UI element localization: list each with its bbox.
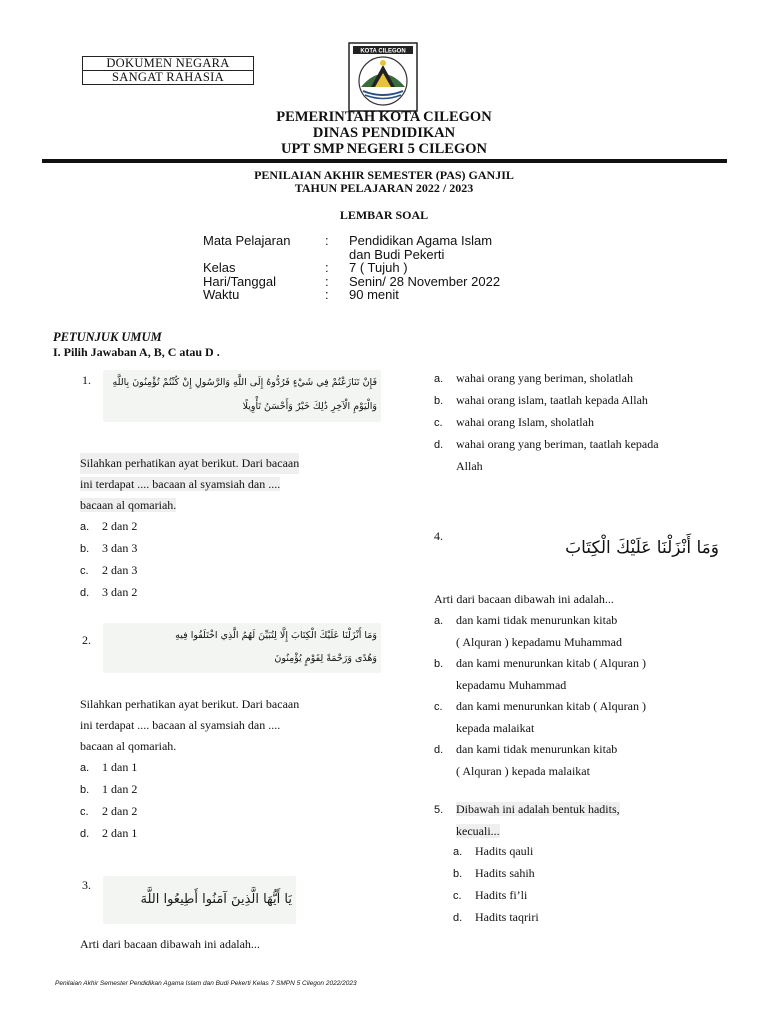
question-1-options: [80, 516, 137, 604]
info-value-line-1: Pendidikan Agama Islam: [349, 233, 493, 248]
info-value: 90 menit: [349, 287, 399, 302]
header-divider: [42, 159, 727, 163]
exam-title: PENILAIAN AKHIR SEMESTER (PAS) GANJIL: [254, 168, 514, 182]
header-line-1: PEMERINTAH KOTA CILEGON: [276, 109, 492, 125]
info-key: Mata Pelajaran: [203, 233, 291, 248]
question-3-options: [434, 368, 659, 477]
option-b[interactable]: b. 1 dan 2: [80, 782, 138, 796]
option-c[interactable]: c. dan kami menurunkan kitab ( Alquran ) kepada malaikat: [434, 699, 646, 735]
question-4-text: Arti dari bacaan dibawah ini adalah...: [434, 592, 614, 606]
question-2-verse: [103, 623, 381, 673]
exam-year: TAHUN PELAJARAN 2022 / 2023: [294, 181, 474, 195]
option-c[interactable]: c. wahai orang Islam, sholatlah: [434, 415, 594, 429]
question-1-number: 1.: [82, 373, 91, 387]
info-value: 7 ( Tujuh ): [349, 260, 408, 275]
info-key: Kelas: [203, 260, 236, 275]
question-text-line: Silahkan perhatikan ayat berikut. Dari bacaan: [80, 697, 300, 711]
option-b[interactable]: b. Hadits sahih: [453, 866, 535, 880]
info-row-date: [203, 275, 500, 289]
info-key: Waktu: [203, 287, 240, 302]
question-1-text: [80, 453, 299, 516]
question-5-options: [453, 841, 539, 929]
verse-line: وَمَا أَنْزَلْنَا عَلَيْكَ الْكِتَابَ: [565, 538, 719, 558]
info-row-class: [203, 261, 500, 275]
question-text-line: Silahkan perhatikan ayat berikut. Dari bacaan: [80, 453, 299, 474]
question-2-text: [80, 694, 299, 757]
option-b[interactable]: b. dan kami menurunkan kitab ( Alquran ) kepadamu Muhammad: [434, 656, 646, 692]
verse-line: يَا أَيُّهَا الَّذِينَ آمَنُوا أَطِيعُوا اللَّهَ: [140, 892, 292, 907]
option-d[interactable]: d. wahai orang yang beriman, taatlah kepada Allah: [434, 437, 659, 473]
info-colon: :: [325, 273, 329, 289]
info-colon: :: [325, 260, 329, 275]
stamp-line-2: SANGAT RAHASIA: [83, 70, 253, 84]
exam-info: [203, 234, 500, 302]
info-colon: :: [325, 233, 329, 248]
question-4-number: 4.: [434, 529, 443, 543]
option-a[interactable]: a. wahai orang yang beriman, sholatlah: [434, 371, 633, 385]
option-d[interactable]: d. Hadits taqriri: [453, 910, 539, 924]
classification-stamp: [82, 56, 254, 85]
option-b[interactable]: b. 3 dan 3: [80, 541, 138, 555]
question-2-options: [80, 757, 137, 845]
question-3-text: Arti dari bacaan dibawah ini adalah...: [80, 937, 260, 951]
info-colon: :: [325, 287, 329, 302]
verse-line: وَالْيَوْمِ الْآخِرِ ذَٰلِكَ خَيْرٌ وَأَحْسَنُ تَأْوِيلًا: [242, 401, 377, 412]
question-text-line: bacaan al qomariah.: [80, 739, 177, 753]
stamp-line-1: DOKUMEN NEGARA: [106, 56, 230, 70]
option-d[interactable]: d. dan kami tidak menurunkan kitab ( Alquran ) kepada malaikat: [434, 742, 618, 778]
question-1-verse: [103, 370, 381, 422]
question-text-line: bacaan al qomariah.: [80, 498, 177, 512]
svg-text:KOTA CILEGON: KOTA CILEGON: [360, 48, 406, 55]
option-a[interactable]: a. Hadits qauli: [453, 844, 534, 858]
option-c[interactable]: c. 2 dan 3: [80, 563, 138, 577]
question-5: [434, 799, 620, 842]
question-2-number: 2.: [82, 633, 91, 647]
question-text-line: ini terdapat .... bacaan al syamsiah dan ....: [80, 718, 281, 732]
header-line-2: DINAS PENDIDIKAN: [312, 125, 456, 141]
city-logo: [347, 41, 419, 113]
info-row-subject: [203, 234, 500, 261]
option-c[interactable]: c. Hadits fi’li: [453, 888, 528, 902]
info-value: Senin/ 28 November 2022: [349, 273, 501, 289]
sheet-title: LEMBAR SOAL: [339, 208, 429, 222]
question-3-verse: [103, 876, 296, 924]
option-d[interactable]: d. 2 dan 1: [80, 826, 138, 840]
option-a[interactable]: a. 2 dan 2: [80, 519, 138, 533]
verse-line: وَمَا أَنْزَلْنَا عَلَيْكَ الْكِتَابَ إِلَّا لِتُبَيِّنَ لَهُمُ الَّذِي اخْتَلَفُوا فِيهِ: [175, 630, 377, 641]
info-row-time: [203, 288, 500, 302]
question-4-verse: [455, 528, 725, 568]
header-line-3: UPT SMP NEGERI 5 CILEGON: [281, 141, 487, 157]
page-footer: Penilaian Akhir Semester Pendidikan Agama Islam dan Budi Pekerti Kelas 7 SMPN 5 Cilegon 2022/2023: [55, 980, 357, 987]
option-c[interactable]: c. 2 dan 2: [80, 804, 138, 818]
info-value: [349, 234, 500, 261]
info-value-line-2: dan Budi Pekerti: [349, 246, 445, 262]
instruction-text: I. Pilih Jawaban A, B, C atau D .: [53, 345, 220, 359]
info-key: Hari/Tanggal: [203, 273, 276, 289]
option-d[interactable]: d. 3 dan 2: [80, 585, 138, 599]
option-a[interactable]: a. 1 dan 1: [80, 760, 138, 774]
verse-line: وَهُدًى وَرَحْمَةً لِقَوْمٍ يُؤْمِنُونَ: [274, 653, 377, 664]
question-text-line: kecuali...: [456, 824, 500, 838]
option-b[interactable]: b. wahai orang islam, taatlah kepada Allah: [434, 393, 648, 407]
question-text-line: 5. Dibawah ini adalah bentuk hadits,: [434, 802, 620, 816]
verse-line: فَإِنْ تَنَازَعْتُمْ فِي شَيْءٍ فَرُدُّوهُ إِلَى اللَّهِ وَالرَّسُولِ إِنْ كُنْتُمْ تُؤْمِنُونَ بِاللَّهِ: [112, 377, 377, 388]
general-instructions-title: PETUNJUK UMUM: [53, 330, 162, 344]
question-3-number: 3.: [82, 878, 91, 892]
option-a[interactable]: a. dan kami tidak menurunkan kitab ( Alquran ) kepadamu Muhammad: [434, 613, 622, 649]
question-text-line: ini terdapat .... bacaan al syamsiah dan ....: [80, 477, 281, 491]
question-4-options: [434, 610, 646, 782]
